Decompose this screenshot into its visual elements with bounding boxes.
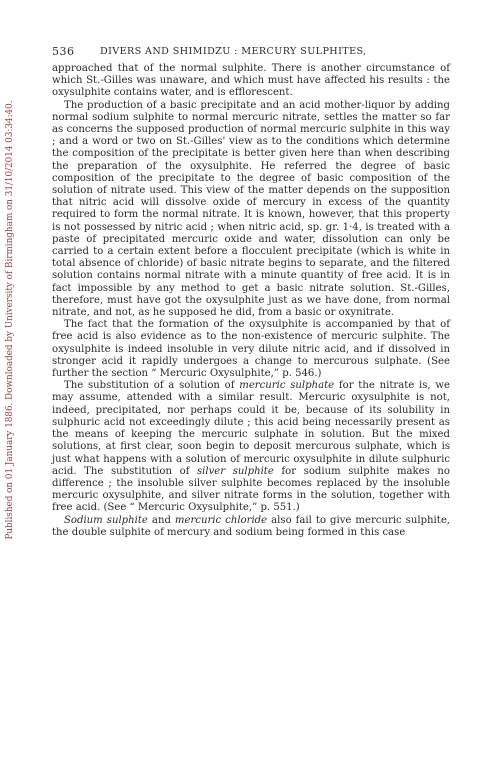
page-number: 536 [52, 45, 75, 58]
download-watermark-text: Published on 01 January 1886. Downloaded by University of Birmingham on 31/10/2014 03:34:40. [5, 100, 15, 540]
text-run: The production of a basic precipitate and an acid mother-liquor by adding normal sodium sulphite to normal mercuric nitrate, settles the matter so far as concerns the supposed production of normal mercuric sulphite in this way ; and a word or two on St.-Gilles' view as to the conditions which determine the composition of the precipitate is better given here than when describing the preparation of the oxysulphite. He referred the degree of basic composition of the precipitate to the degree of basic composition of the solution of nitrate used. This view of the matter depends on the supposition that nitric acid will dissolve oxide of mercury in excess of the quantity required to form the normal nitrate. It is known, however, that this property is not possessed by nitric acid ; when nitric acid, sp. gr. 1·4, is treated with a paste of precipitated mercuric oxide and water, dissolution can only be carried to a certain extent before a flocculent precipitate (which is white in total absence of chloride) of basic nitrate begins to separate, and the filtered solution contains normal nitrate with a minute quantity of free acid. It is in fact impossible by any method to get a basic nitrate solution. St.-Gilles, therefore, must have got the oxysulphite just as we have done, from normal nitrate, and not, as he supposed he did, from a basic or oxynitrate. [52, 99, 450, 319]
text-run: The fact that the formation of the oxysulphite is accompanied by that of free acid is also evidence as to the non-existence of mercuric sulphite. The oxysulphite is indeed insoluble in very dilute nitric acid, and if dissolved in stronger acid it rapidly undergoes a change to mercurous sulphate. (See further the section “ Mercuric Oxysulphite,” p. 546.) [52, 319, 450, 380]
download-watermark [3, 40, 17, 600]
italic-term: silver sulphite [196, 465, 274, 477]
paragraph [52, 100, 450, 320]
italic-term: mercuric sulphate [239, 380, 335, 392]
page-header [52, 44, 448, 60]
text-run: for the nitrate is, we may assume, attended with a similar result. Mercuric oxysulphite is not, indeed, precipitated, nor perhaps could it be, because of its solubility in sulphuric acid not exceedingly dilute ; this acid being necessarily present as the means of keeping the mercuric sulphate in solution. But the mixed solutions, at first clear, soon begin to deposit mercurous sulphate, which is just what happens with a solution of mercuric oxysulphite in dilute sulphuric acid. The substitution of [52, 380, 450, 477]
text-run: approached that of the normal sulphite. There is another circumstance of which St.-Gilles was unaware, and which must have affected his results : the oxysulphite contains water, and is efflorescent. [52, 63, 450, 99]
running-head: DIVERS AND SHIMIDZU : MERCURY SULPHITES, [100, 46, 367, 57]
paragraph [52, 319, 450, 380]
italic-term: Sodium sulphite [64, 514, 148, 526]
text-run: and [147, 514, 175, 526]
text-run: also fail to give mercuric sulphite, the double sulphite of mercury and sodium being formed in this case [52, 514, 451, 538]
text-run: for sodium sulphite makes no difference ; the insoluble silver sulphite becomes replaced by the insoluble mercuric oxysulphite, and silver nitrate forms in the solution, together with free acid. (See “ Mercuric Oxysulphite,” p. 551.) [52, 465, 450, 514]
paragraph [52, 380, 450, 514]
body-text [52, 63, 450, 539]
paragraph [52, 63, 450, 100]
paragraph [52, 515, 450, 539]
italic-term: mercuric chloride [174, 514, 268, 526]
text-run: The substitution of a solution of [64, 380, 240, 392]
